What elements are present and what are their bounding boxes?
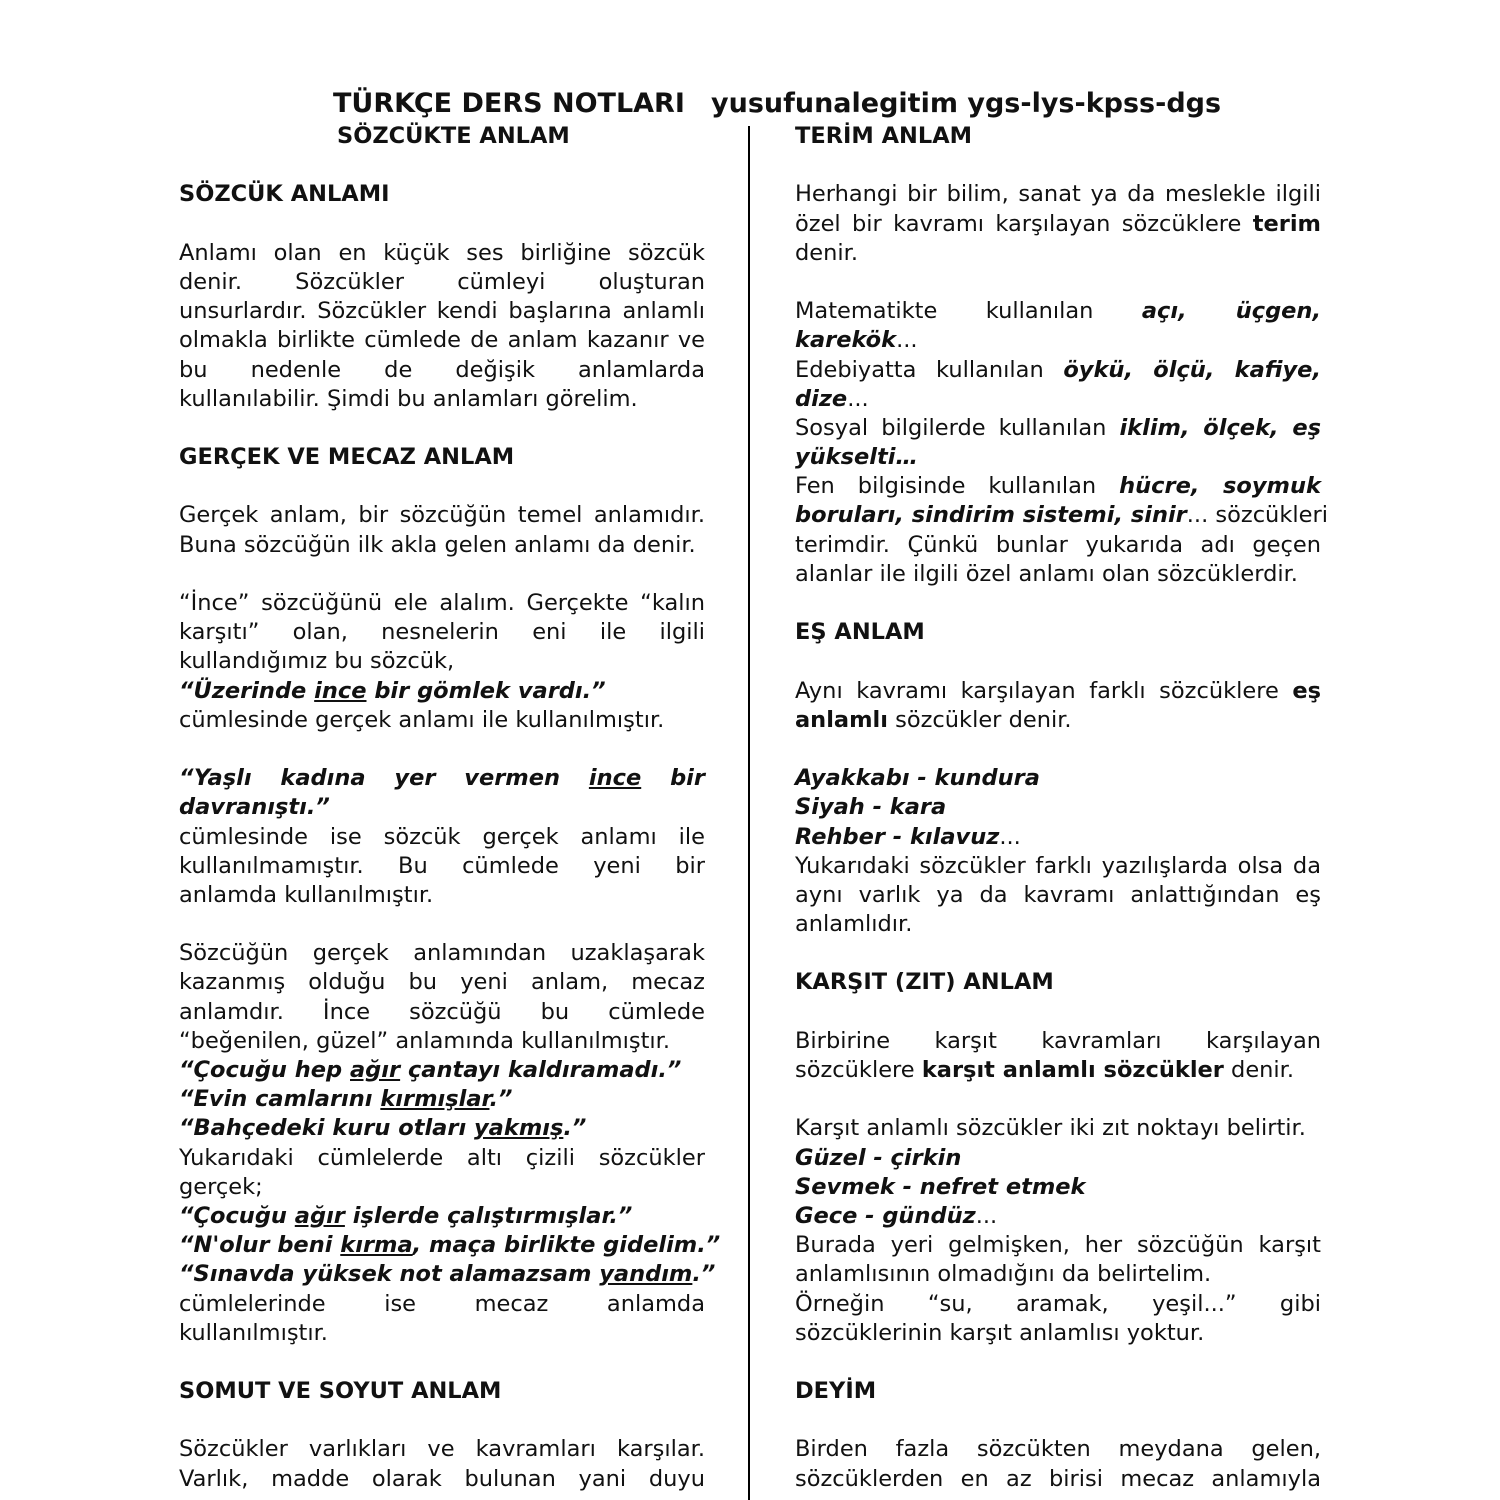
paragraph-line: Herhangi bir bilim, sanat ya da meslekle ilgili xyxy=(795,181,1321,208)
paragraph-line: Matematikte kullanılan açı, üçgen, xyxy=(795,298,1321,325)
left-column-title: SÖZCÜKTE ANLAM xyxy=(337,123,570,149)
paragraph-line: “beğenilen, güzel” anlamında kullanılmıştır. xyxy=(179,1027,671,1054)
paragraph-line: Yukarıdaki sözcükler farklı yazılışlarda olsa da xyxy=(795,852,1321,879)
paragraph-line: Karşıt anlamlı sözcükler iki zıt noktayı belirtir. xyxy=(795,1115,1306,1142)
paragraph-line: Birbirine karşıt kavramları karşılayan xyxy=(795,1027,1321,1054)
paragraph-line: olmakla birlikte cümlede de anlam kazanır ve xyxy=(179,327,705,354)
section-heading-deyim: DEYİM xyxy=(795,1378,877,1405)
paragraph-line: Fen bilgisinde kullanılan hücre, soymuk xyxy=(795,473,1321,500)
paragraph-line: Varlık, madde olarak bulunan yani duyu xyxy=(179,1465,705,1492)
column-divider xyxy=(748,126,750,1500)
paragraph-line: alanlar ile ilgili özel anlamı olan sözcüklerdir. xyxy=(795,560,1298,587)
example-pair: Siyah - kara xyxy=(795,794,947,821)
paragraph-line: sözcüklerden en az birisi mecaz anlamıyla xyxy=(795,1465,1321,1492)
paragraph-line: Sözcüğün gerçek anlamından uzaklaşarak xyxy=(179,940,705,967)
paragraph-line: anlamdır. İnce sözcüğü bu cümlede xyxy=(179,998,705,1025)
paragraph-line: Sosyal bilgilerde kullanılan iklim, ölçek, eş xyxy=(795,414,1321,441)
paragraph-line: anlamlı sözcükler denir. xyxy=(795,706,1072,733)
paragraph-line: kullandığımız bu sözcük, xyxy=(179,648,455,675)
underlined-word: ince xyxy=(588,765,642,792)
paragraph-line: cümlelerinde ise mecaz anlamda xyxy=(179,1290,705,1317)
paragraph-line: Örneğin “su, aramak, yeşil...” gibi xyxy=(795,1290,1321,1317)
paragraph-line: bu nedenle de değişik anlamlarda xyxy=(179,356,705,383)
paragraph-line: anlamda kullanılmıştır. xyxy=(179,881,434,908)
paragraph-line: cümlesinde gerçek anlamı ile kullanılmıştır. xyxy=(179,706,665,733)
underlined-word: kırma xyxy=(340,1232,413,1259)
paragraph-line: kullanılmamıştır. Bu cümlede yeni bir xyxy=(179,852,705,879)
paragraph-line: anlamlıdır. xyxy=(795,911,913,938)
underlined-word: yakmış xyxy=(474,1115,564,1142)
example-pair: Ayakkabı - kundura xyxy=(795,765,1040,792)
paragraph-line: yükselti… xyxy=(795,444,918,471)
section-heading-karsit-anlam: KARŞIT (ZIT) ANLAM xyxy=(795,969,1054,996)
paragraph-line: Buna sözcüğün ilk akla gelen anlamı da denir. xyxy=(179,531,696,558)
paragraph-line: sözcüklerinin karşıt anlamlısı yoktur. xyxy=(795,1319,1205,1346)
left-column xyxy=(179,122,721,1494)
paragraph-line: terimdir. Çünkü bunlar yukarıda adı geçen xyxy=(795,531,1321,558)
example-pair: Gece - gündüz... xyxy=(795,1202,998,1229)
right-column xyxy=(795,122,1328,1494)
paragraph-line: Yukarıdaki cümlelerde altı çizili sözcükler xyxy=(179,1144,705,1171)
paragraph-line: kazanmış olduğu bu yeni anlam, mecaz xyxy=(179,969,705,996)
paragraph-line: cümlesinde ise sözcük gerçek anlamı ile xyxy=(179,823,705,850)
section-heading-es-anlam: EŞ ANLAM xyxy=(795,619,925,646)
paragraph-line: unsurlardır. Sözcükler kendi başlarına anlamlı xyxy=(179,298,705,325)
example-sentence: “Sınavda yüksek not alamazsam yandım.” xyxy=(179,1261,716,1288)
example-sentence: “Bahçedeki kuru otları yakmış.” xyxy=(179,1115,587,1142)
paragraph-line: gerçek; xyxy=(179,1173,263,1200)
paragraph-line: Aynı kavramı karşılayan farklı sözcüklere eş xyxy=(795,677,1321,704)
paragraph-line: “İnce” sözcüğünü ele alalım. Gerçekte “kalın xyxy=(179,590,705,616)
paragraph-line: denir. xyxy=(795,239,858,266)
paragraph-line: karşıtı” olan, nesnelerin eni ile ilgili xyxy=(179,619,705,646)
paragraph-line: denir. Sözcükler cümleyi oluşturan xyxy=(179,268,705,295)
paragraph-line: kullanılabilir. Şimdi bu anlamları görelim. xyxy=(179,385,638,412)
paragraph-line: anlamlısının olmadığını da belirtelim. xyxy=(795,1261,1212,1288)
section-heading-sozcuk-anlami: SÖZCÜK ANLAMI xyxy=(179,181,390,208)
example-pair: Sevmek - nefret etmek xyxy=(795,1173,1086,1200)
example-sentence: “Çocuğu ağır işlerde çalıştırmışlar.” xyxy=(179,1202,633,1229)
underlined-word: kırmışlar xyxy=(380,1086,490,1113)
section-heading-somut-soyut: SOMUT VE SOYUT ANLAM xyxy=(179,1378,502,1405)
example-sentence: davranıştı.” xyxy=(179,794,330,821)
example-pair: Rehber - kılavuz... xyxy=(795,823,1021,850)
document-title: TÜRKÇE DERS NOTLARI xyxy=(333,88,685,119)
example-sentence: “Evin camlarını kırmışlar.” xyxy=(179,1086,513,1113)
underlined-word: yandım xyxy=(599,1261,693,1288)
paragraph-line: Edebiyatta kullanılan öykü, ölçü, kafiye, xyxy=(795,356,1321,383)
underlined-word: ağır xyxy=(294,1202,345,1229)
paragraph-line: özel bir kavramı karşılayan sözcüklere terim xyxy=(795,210,1321,237)
paragraph-line: karekök... xyxy=(795,327,918,354)
underlined-word: ince xyxy=(314,677,367,704)
paragraph-line: Anlamı olan en küçük ses birliğine sözcük xyxy=(179,239,705,266)
example-sentence: “Yaşlı kadına yer vermen ince bir xyxy=(179,765,705,792)
example-sentence: “Üzerinde ince bir gömlek vardı.” xyxy=(179,677,606,704)
document-subtitle: yusufunalegitim ygs-lys-kpss-dgs xyxy=(711,88,1222,119)
paragraph-line: Birden fazla sözcükten meydana gelen, xyxy=(795,1436,1321,1463)
example-pair: Güzel - çirkin xyxy=(795,1144,962,1171)
paragraph-line: kullanılmıştır. xyxy=(179,1319,328,1346)
paragraph-line: Burada yeri gelmişken, her sözcüğün karşıt xyxy=(795,1232,1321,1259)
section-heading-gercek-mecaz: GERÇEK VE MECAZ ANLAM xyxy=(179,444,515,471)
paragraph-line: dize... xyxy=(795,385,869,412)
example-sentence: “Çocuğu hep ağır çantayı kaldıramadı.” xyxy=(179,1057,682,1083)
paragraph-line: Gerçek anlam, bir sözcüğün temel anlamıdır. xyxy=(179,502,705,529)
paragraph-line: sözcüklere karşıt anlamlı sözcükler denir. xyxy=(795,1057,1295,1083)
paragraph-line: Sözcükler varlıkları ve kavramları karşılar. xyxy=(179,1436,705,1463)
paragraph-line: boruları, sindirim sistemi, sinir... sözcükleri xyxy=(795,502,1328,529)
bold-term: terim xyxy=(1252,210,1321,237)
right-column-title: TERİM ANLAM xyxy=(795,123,973,149)
example-sentence: “N'olur beni kırma, maça birlikte gidelim.” xyxy=(179,1232,721,1259)
underlined-word: ağır xyxy=(350,1057,401,1083)
paragraph-line: aynı varlık ya da kavramı anlattığından eş xyxy=(795,881,1321,908)
